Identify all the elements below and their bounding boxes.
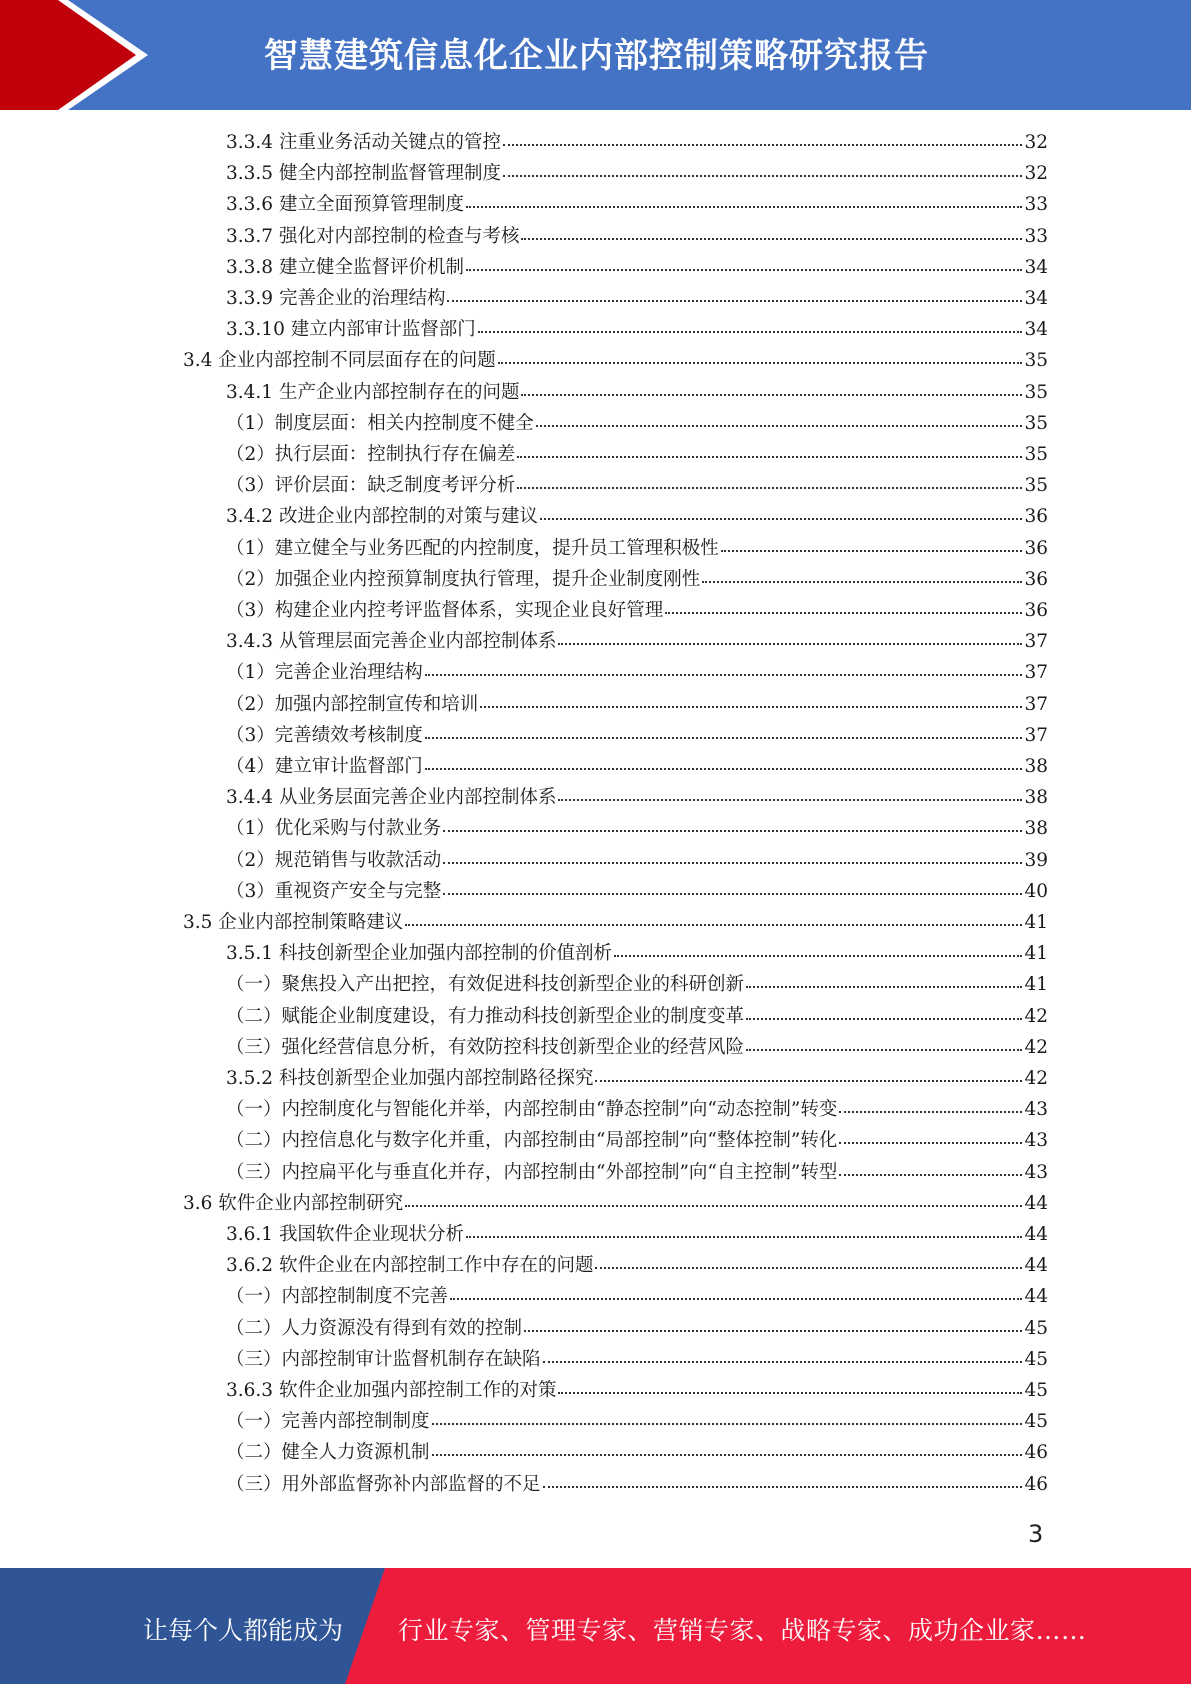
toc-entry[interactable] [226,1158,1048,1189]
toc-entry[interactable] [226,409,1048,440]
toc-entry-page: 43 [1024,1130,1048,1152]
toc-entry[interactable] [226,1345,1048,1376]
toc-entry-page: 35 [1024,381,1048,403]
toc-entry[interactable] [226,1314,1048,1345]
toc-dot-leader [721,536,1023,552]
toc-entry-page: 44 [1024,1255,1048,1277]
toc-dot-leader [443,816,1022,832]
toc-entry[interactable] [226,159,1048,190]
toc-dot-leader [665,598,1022,614]
toc-entry[interactable] [226,1282,1048,1313]
toc-entry-page: 33 [1024,194,1048,216]
toc-entry-title: 3.3.7 强化对内部控制的检查与考核 [226,225,520,247]
toc-entry-page: 35 [1024,350,1048,372]
toc-dot-leader [746,1004,1022,1020]
toc-dot-leader [478,317,1023,333]
toc-entry[interactable] [226,565,1048,596]
toc-entry-page: 45 [1024,1380,1048,1401]
toc-entry-title: （二）赋能企业制度建设，有力推动科技创新型企业的制度变革 [226,1005,745,1027]
toc-entry[interactable] [226,1470,1048,1501]
toc-dot-leader [443,879,1022,895]
toc-entry-page: 37 [1024,631,1048,653]
toc-entry-title: （1）完善企业治理结构 [226,662,423,684]
toc-entry-page: 37 [1024,693,1048,715]
toc-entry-title: （一）内部控制制度不完善 [226,1286,449,1308]
toc-entry-page: 33 [1024,225,1048,247]
toc-dot-leader [425,723,1023,739]
toc-entry-page: 38 [1024,756,1048,777]
toc-dot-leader [447,286,1022,302]
toc-entry[interactable] [226,627,1048,658]
toc-entry-title: （二）内控信息化与数字化并重，内部控制由“局部控制”向“整体控制”转化 [226,1130,838,1152]
toc-dot-leader [746,972,1022,988]
toc-dot-leader [839,1128,1022,1144]
toc-entry-page: 32 [1024,132,1048,153]
toc-entry-page: 43 [1024,1099,1048,1121]
toc-dot-leader [543,1472,1023,1488]
toc-entry-title: （3）构建企业内控考评监督体系，实现企业良好管理 [226,600,664,621]
toc-dot-leader [558,785,1022,801]
toc-entry-title: 3.4.2 改进企业内部控制的对策与建议 [226,506,538,528]
footer-slogan-right: 行业专家、管理专家、营销专家、战略专家、成功企业家…… [398,1616,1087,1645]
toc-dot-leader [524,1316,1022,1332]
toc-entry-title: （三）内控扁平化与垂直化并存，内部控制由“外部控制”向“自主控制”转型 [226,1161,838,1183]
toc-entry-page: 41 [1024,974,1048,996]
toc-entry-title: （二）人力资源没有得到有效的控制 [226,1317,523,1339]
toc-entry-page: 42 [1024,1005,1048,1027]
toc-dot-leader [432,1440,1023,1456]
toc-entry-page: 46 [1024,1473,1048,1495]
toc-entry-title: （三）用外部监督弥补内部监督的不足 [226,1473,541,1495]
toc-entry-title: 3.3.10 建立内部审计监督部门 [226,319,476,341]
toc-dot-leader [521,224,1022,240]
toc-entry-title: （2）加强企业内控预算制度执行管理，提升企业制度刚性 [226,568,701,590]
toc-entry-title: 3.5.2 科技创新型企业加强内部控制路径探究 [226,1068,594,1089]
toc-dot-leader [450,1284,1022,1300]
toc-dot-leader [443,848,1022,864]
toc-entry[interactable] [226,1095,1048,1126]
toc-entry[interactable] [226,752,1048,783]
toc-entry[interactable] [226,315,1048,346]
toc-entry[interactable] [226,534,1048,565]
toc-entry-page: 35 [1024,475,1048,497]
toc-entry-title: （1）建立健全与业务匹配的内控制度，提升员工管理积极性 [226,537,719,559]
toc-entry-page: 39 [1024,849,1048,871]
toc-entry-page: 44 [1024,1286,1048,1308]
toc-entry[interactable] [226,1033,1048,1064]
toc-entry[interactable] [226,1376,1048,1407]
toc-entry-page: 45 [1024,1348,1048,1370]
toc-dot-leader [503,130,1022,146]
toc-entry-title: （一）完善内部控制制度 [226,1411,430,1433]
toc-entry-title: 3.4 企业内部控制不同层面存在的问题 [183,350,496,372]
toc-entry-title: 3.3.6 建立全面预算管理制度 [226,194,464,216]
toc-entry-page: 37 [1024,662,1048,684]
toc-entry[interactable] [226,128,1048,159]
toc-entry[interactable] [226,877,1048,908]
toc-entry-title: （2）加强内部控制宣传和培训 [226,693,479,715]
toc-entry[interactable] [226,502,1048,533]
toc-entry-page: 34 [1024,256,1048,278]
toc-entry-page: 36 [1024,537,1048,559]
toc-entry-page: 42 [1024,1036,1048,1058]
toc-entry[interactable] [226,1438,1048,1469]
toc-entry[interactable] [183,1189,1048,1220]
toc-dot-leader [558,629,1022,645]
toc-entry-page: 46 [1024,1442,1048,1464]
toc-dot-leader [614,941,1022,957]
toc-entry-page: 34 [1024,319,1048,341]
page-header [0,0,1191,110]
toc-entry-title: （3）评价层面：缺乏制度考评分析 [226,475,516,497]
toc-entry-page: 36 [1024,600,1048,621]
toc-entry-title: （二）健全人力资源机制 [226,1442,430,1464]
toc-entry[interactable] [226,378,1048,409]
toc-entry[interactable] [226,939,1048,970]
toc-entry-page: 37 [1024,724,1048,746]
toc-entry[interactable] [226,222,1048,253]
toc-entry[interactable] [226,721,1048,752]
toc-dot-leader [746,1035,1022,1051]
toc-entry-title: （3）重视资产安全与完整 [226,880,442,902]
toc-entry[interactable] [226,253,1048,284]
toc-entry-title: 3.6.3 软件企业加强内部控制工作的对策 [226,1380,557,1401]
toc-entry[interactable] [226,814,1048,845]
toc-entry-title: 3.6 软件企业内部控制研究 [183,1192,404,1214]
toc-dot-leader [503,161,1022,177]
document-title: 智慧建筑信息化企业内部控制策略研究报告 [264,36,929,76]
toc-entry-page: 45 [1024,1411,1048,1433]
toc-entry-title: 3.4.1 生产企业内部控制存在的问题 [226,381,520,403]
toc-dot-leader [521,380,1022,396]
toc-entry-page: 38 [1024,787,1048,809]
toc-entry-title: （3）完善绩效考核制度 [226,724,423,746]
toc-entry[interactable] [226,970,1048,1001]
toc-entry-title: （一）内控制度化与智能化并举，内部控制由“静态控制”向“动态控制”转变 [226,1099,838,1121]
toc-entry-title: 3.3.9 完善企业的治理结构 [226,288,446,309]
toc-entry-page: 42 [1024,1068,1048,1089]
toc-entry[interactable] [226,440,1048,471]
toc-dot-leader [595,1066,1022,1082]
toc-entry[interactable] [226,1251,1048,1282]
toc-entry[interactable] [183,908,1048,939]
toc-dot-leader [432,1409,1023,1425]
toc-entry[interactable] [226,690,1048,721]
toc-entry[interactable] [226,284,1048,315]
toc-dot-leader [702,567,1022,583]
footer-slogan-left: 让每个人都能成为 [143,1616,344,1645]
toc-entry[interactable] [226,1220,1048,1251]
toc-dot-leader [425,754,1023,770]
toc-dot-leader [558,1378,1022,1394]
toc-dot-leader [466,1222,1022,1238]
toc-dot-leader [543,1347,1023,1363]
toc-entry-title: （1）制度层面：相关内控制度不健全 [226,412,534,434]
toc-dot-leader [540,504,1022,520]
toc-entry-page: 38 [1024,818,1048,840]
toc-entry-title: （1）优化采购与付款业务 [226,818,442,840]
toc-entry-page: 34 [1024,288,1048,309]
toc-entry[interactable] [226,1126,1048,1157]
toc-entry-title: 3.6.2 软件企业在内部控制工作中存在的问题 [226,1255,594,1277]
toc-dot-leader [498,348,1023,364]
toc-entry-page: 32 [1024,163,1048,185]
toc-dot-leader [536,411,1023,427]
toc-entry-title: 3.3.5 健全内部控制监督管理制度 [226,163,501,185]
toc-entry[interactable] [226,1064,1048,1095]
toc-dot-leader [466,192,1022,208]
toc-entry-title: （2）规范销售与收款活动 [226,849,442,871]
toc-dot-leader [405,910,1022,926]
toc-entry-title: 3.5 企业内部控制策略建议 [183,912,404,933]
toc-entry-page: 41 [1024,943,1048,965]
toc-entry[interactable] [226,783,1048,814]
toc-dot-leader [517,442,1022,458]
toc-dot-leader [517,473,1022,489]
toc-entry-title: （三）内部控制审计监督机制存在缺陷 [226,1348,541,1370]
toc-entry[interactable] [226,658,1048,689]
toc-entry-title: 3.3.8 建立健全监督评价机制 [226,256,464,278]
toc-dot-leader [480,692,1022,708]
toc-entry-page: 41 [1024,912,1048,933]
toc-entry-page: 45 [1024,1317,1048,1339]
toc-entry[interactable] [226,596,1048,627]
toc-entry-page: 35 [1024,412,1048,434]
toc-entry[interactable] [183,346,1048,377]
toc-entry-title: （一）聚焦投入产出把控，有效促进科技创新型企业的科研创新 [226,974,745,996]
toc-entry-title: （三）强化经营信息分析，有效防控科技创新型企业的经营风险 [226,1036,745,1058]
chevron-logo-icon [0,0,170,110]
toc-dot-leader [595,1253,1022,1269]
toc-dot-leader [839,1160,1022,1176]
toc-entry-title: （2）执行层面：控制执行存在偏差 [226,444,516,465]
toc-entry-page: 43 [1024,1161,1048,1183]
toc-entry-page: 35 [1024,444,1048,465]
toc-entry[interactable] [226,846,1048,877]
toc-entry-page: 40 [1024,880,1048,902]
toc-entry-title: 3.5.1 科技创新型企业加强内部控制的价值剖析 [226,943,612,965]
toc-entry-page: 44 [1024,1192,1048,1214]
toc-entry-title: （4）建立审计监督部门 [226,756,423,777]
page-footer [0,1568,1191,1684]
toc-entry-title: 3.4.3 从管理层面完善企业内部控制体系 [226,631,557,653]
toc-entry[interactable] [226,1407,1048,1438]
toc-entry[interactable] [226,190,1048,221]
toc-dot-leader [466,255,1022,271]
toc-entry-page: 44 [1024,1224,1048,1245]
toc-dot-leader [425,660,1023,676]
toc-entry-page: 36 [1024,506,1048,528]
toc-dot-leader [405,1191,1022,1207]
toc-dot-leader [839,1097,1022,1113]
toc-entry-title: 3.4.4 从业务层面完善企业内部控制体系 [226,787,557,809]
toc-entry-page: 36 [1024,568,1048,590]
toc-entry[interactable] [226,471,1048,502]
page-number: 3 [1028,1520,1044,1548]
toc-entry-title: 3.3.4 注重业务活动关键点的管控 [226,132,501,153]
toc-entry[interactable] [226,1002,1048,1033]
toc-entry-title: 3.6.1 我国软件企业现状分析 [226,1224,464,1245]
